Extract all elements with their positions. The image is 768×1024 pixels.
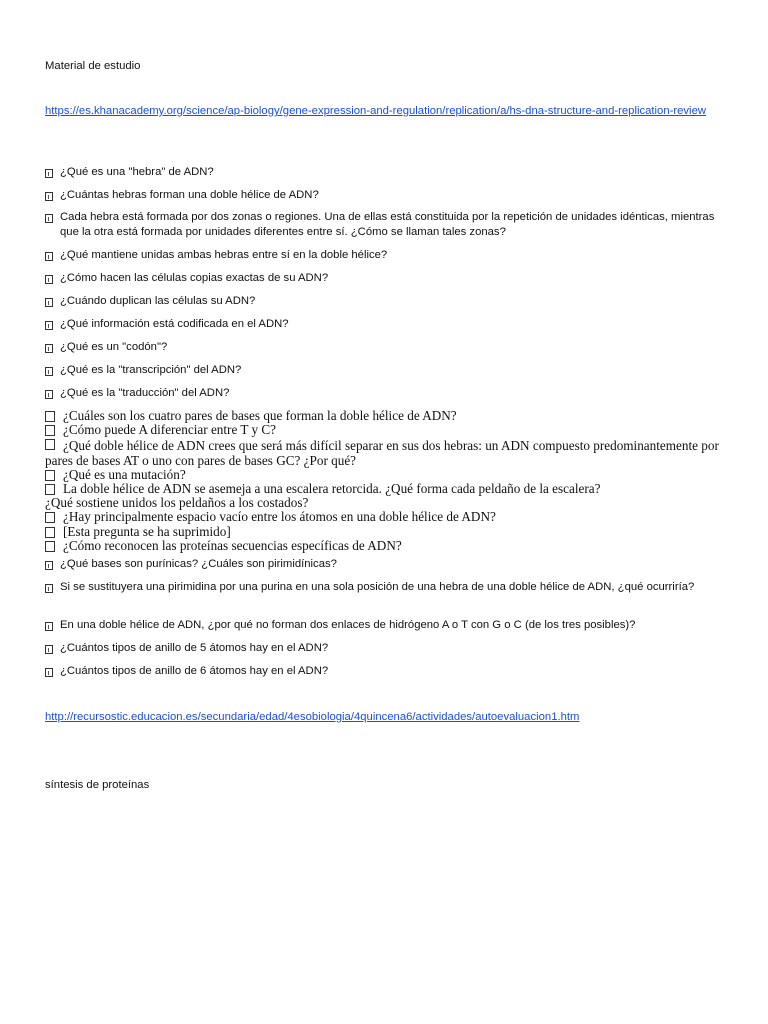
question-item: En una doble hélice de ADN, ¿por qué no forman dos enlaces de hidrógeno A o T con G o C (de los tres posibles)? [45,618,725,633]
question-item: ¿Qué información está codificada en el ADN? [45,317,725,332]
question-item: ¿Qué es una "hebra" de ADN? [45,165,725,180]
question-item: [Esta pregunta se ha suprimido] [45,525,725,539]
empty-checkbox-icon [45,470,55,481]
page-heading: Material de estudio [45,60,141,72]
question-item: ¿Qué doble hélice de ADN crees que será más difícil separar en sus dos hebras: un ADN compuesto predominantemente por pares de bases AT o uno con pares de bases GC? ¿Por qué? [45,438,719,468]
empty-checkbox-icon [45,484,55,495]
khanacademy-link[interactable]: https://es.khanacademy.org/science/ap-biology/gene-expression-and-regulation/replication/a/hs-dna-structure-and-replication-review [45,105,707,117]
question-item: Cada hebra está formada por dos zonas o regiones. Una de ellas está constituida por la repetición de unidades idénticas, mientras que la otra está formada por unidades diferentes entre sí. ¿Cómo se llaman tales zonas? [45,210,725,240]
section-heading: síntesis de proteínas [45,779,150,791]
empty-checkbox-icon [45,527,55,538]
question-item: ¿Cómo puede A diferenciar entre T y C? [45,423,725,437]
box-glyph-icon [45,367,53,376]
question-item: ¿Qué bases son purínicas? ¿Cuáles son pirimidínicas? [45,557,725,572]
question-item: ¿Qué es una mutación? [45,468,725,482]
question-item: ¿Qué es la "traducción" del ADN? [45,386,725,401]
question-item: ¿Cómo hacen las células copias exactas de su ADN? [45,271,725,286]
empty-checkbox-icon [45,411,55,422]
serif-question-list [45,409,725,553]
box-glyph-icon [45,561,53,570]
box-glyph-icon [45,622,53,631]
box-glyph-icon [45,390,53,399]
box-glyph-icon [45,668,53,677]
question-item: ¿Qué mantiene unidas ambas hebras entre sí en la doble hélice? [45,248,725,263]
empty-checkbox-icon [45,439,55,450]
recursostic-link[interactable]: http://recursostic.educacion.es/secundaria/edad/4esobiologia/4quincena6/actividades/autoevaluacion1.htm [45,711,580,723]
question-item: La doble hélice de ADN se asemeja a una escalera retorcida. ¿Qué forma cada peldaño de la escalera? [45,482,725,496]
box-glyph-icon [45,645,53,654]
box-glyph-icon [45,192,53,201]
question-item: ¿Cuántos tipos de anillo de 5 átomos hay en el ADN? [45,641,725,656]
question-item: ¿Qué sostiene unidos los peldaños a los costados? [45,495,309,511]
box-glyph-icon [45,275,53,284]
box-glyph-icon [45,584,53,593]
box-glyph-icon [45,298,53,307]
question-item: ¿Cuántos tipos de anillo de 6 átomos hay en el ADN? [45,664,725,679]
empty-checkbox-icon [45,512,55,523]
question-item: ¿Hay principalmente espacio vacío entre los átomos en una doble hélice de ADN? [45,510,725,524]
box-glyph-icon [45,344,53,353]
box-glyph-icon [45,252,53,261]
question-item: ¿Cuántas hebras forman una doble hélice de ADN? [45,188,725,203]
empty-checkbox-icon [45,541,55,552]
question-item: ¿Qué es la "transcripción" del ADN? [45,363,725,378]
box-glyph-icon [45,169,53,178]
question-item: ¿Cuándo duplican las células su ADN? [45,294,725,309]
question-item: ¿Cuáles son los cuatro pares de bases que forman la doble hélice de ADN? [45,409,725,423]
box-glyph-icon [45,321,53,330]
question-item: Si se sustituyera una pirimidina por una purina en una sola posición de una hebra de una doble hélice de ADN, ¿qué ocurriría? [45,580,725,595]
empty-checkbox-icon [45,425,55,436]
box-glyph-icon [45,214,53,223]
question-item: ¿Cómo reconocen las proteínas secuencias específicas de ADN? [45,539,725,553]
question-item: ¿Qué es un "codón"? [45,340,725,355]
